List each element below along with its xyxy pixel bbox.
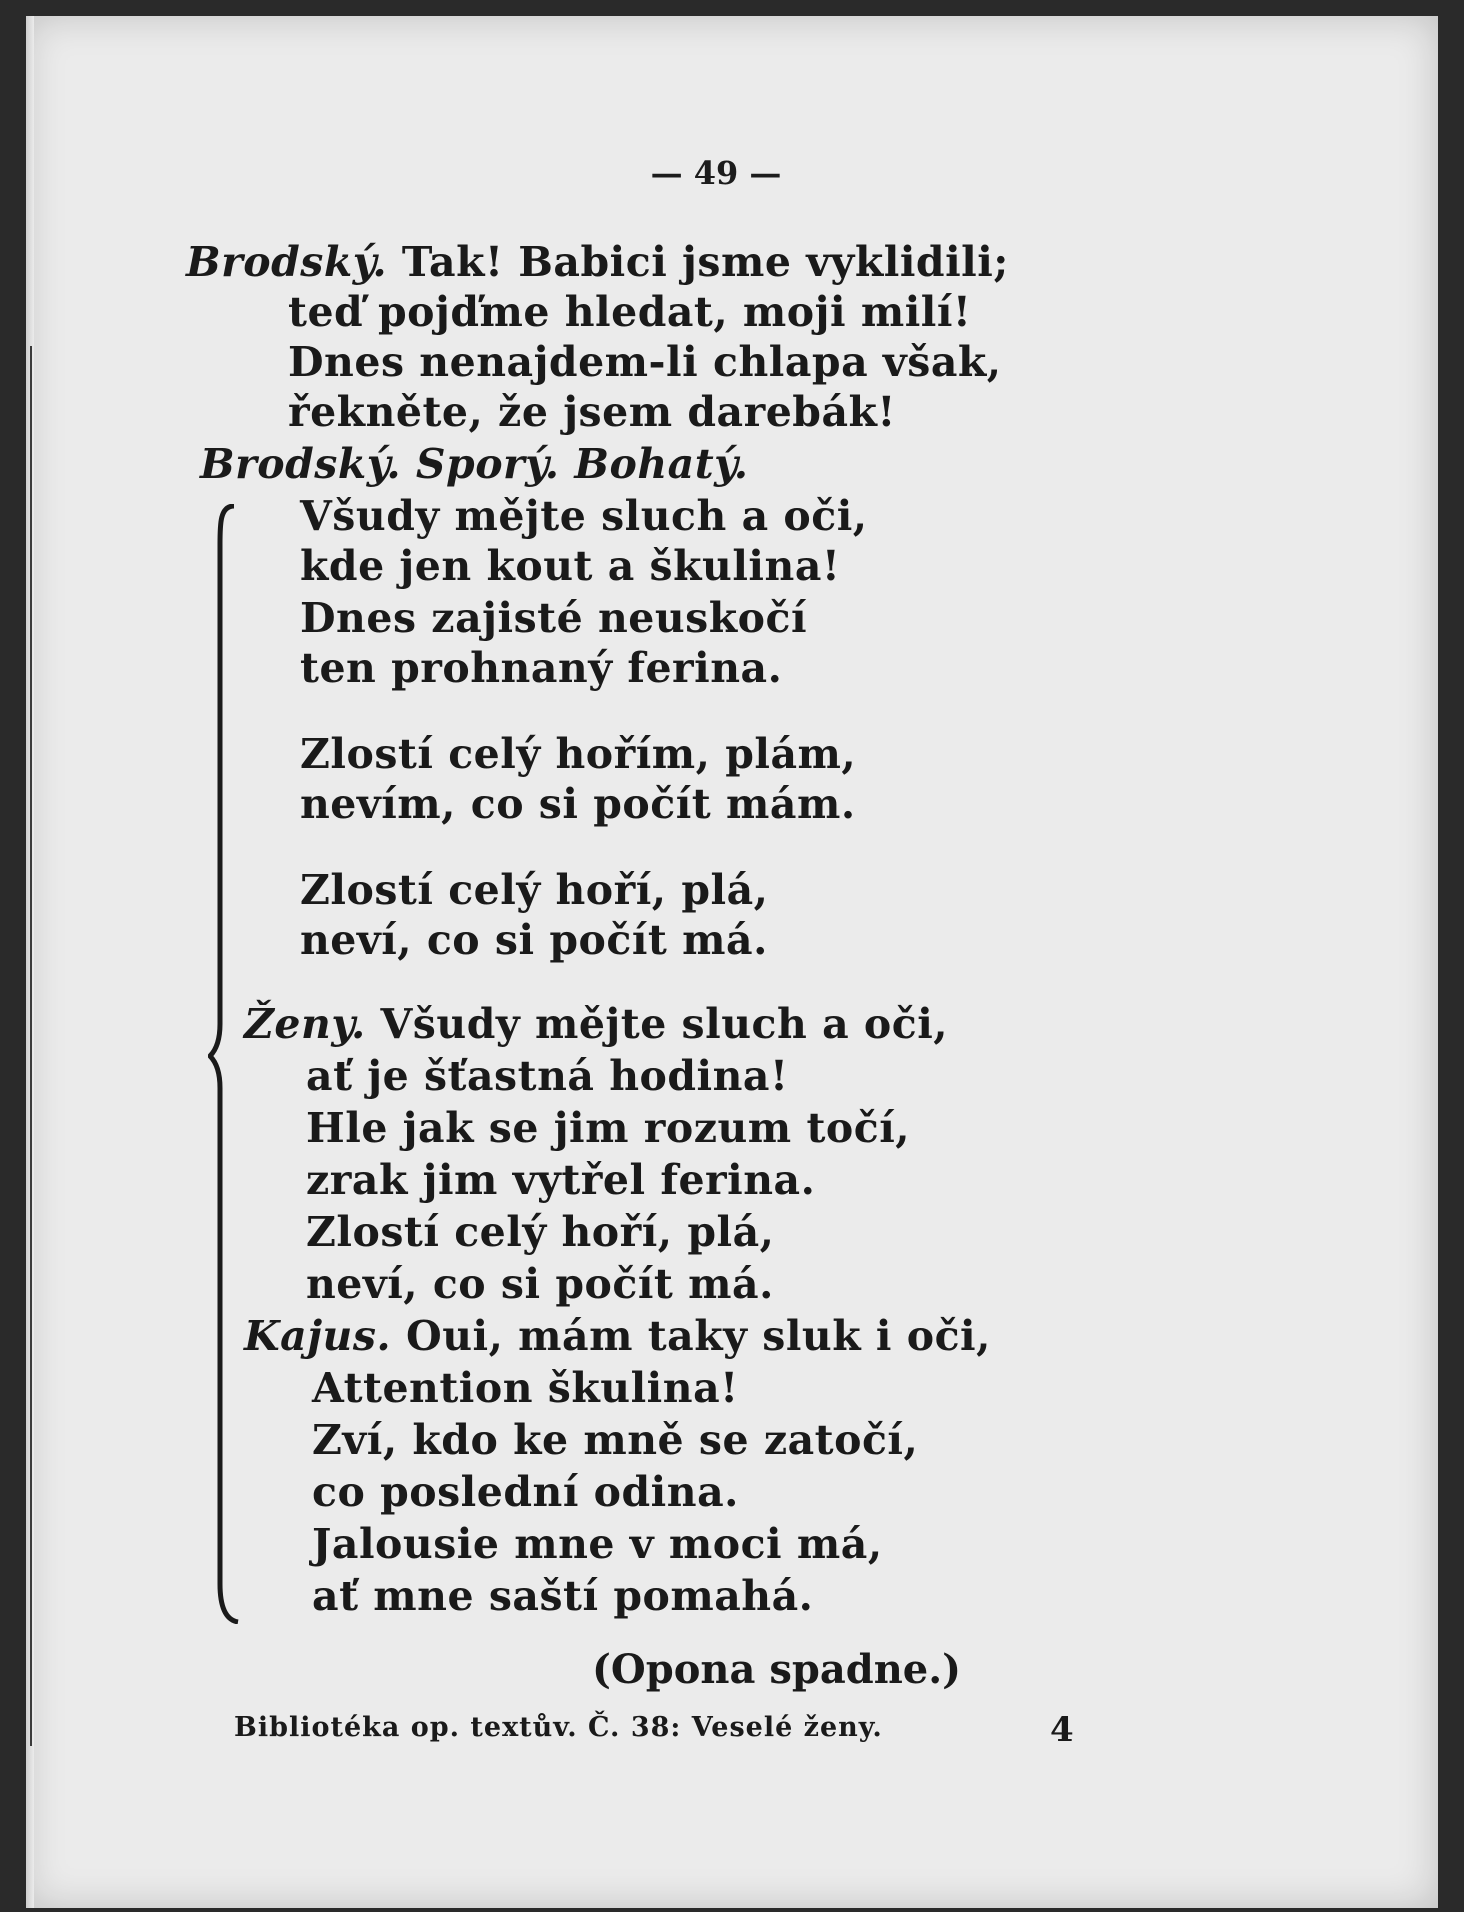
verse-line: neví, co si počít má. [306,1260,774,1308]
verse-line: nevím, co si počít mám. [300,780,856,828]
verse-line: neví, co si počít má. [300,916,768,964]
verse-line: Zlostí celý hoří, plá, [306,1208,775,1256]
verse-line: Všudy mějte sluch a oči, [300,492,868,540]
chorus-brace-icon [208,504,244,1624]
verse-line: co poslední odina. [312,1468,739,1516]
verse-line: Brodský. Tak! Babici jsme vyklidili; [186,238,1009,286]
verse-line: teď pojďme hledat, moji milí! [288,288,972,336]
verse-line: kde jen kout a škulina! [300,542,841,590]
page-number: — 49 — [650,154,782,192]
footer-imprint: Bibliotéka op. textův. Č. 38: Veselé ženy. [234,1712,883,1743]
verse-line: ať je šťastná hodina! [306,1052,789,1100]
verse-line: Hle jak se jim rozum točí, [306,1104,911,1152]
speaker-name: Ženy. [244,1000,366,1048]
verse-line: Dnes nenajdem-li chlapa však, [288,338,1002,386]
speaker-name: Brodský. Sporý. Bohatý. [200,440,749,488]
verse-line: Dnes zajisté neuskočí [300,594,808,642]
verse-line: Attention škulina! [312,1364,739,1412]
verse-line: Zlostí celý hoří, plá, [300,866,769,914]
verse-line: ten prohnaný ferina. [300,644,783,692]
verse-line: zrak jim vytřel ferina. [306,1156,816,1204]
speaker-name: Kajus. [244,1312,392,1360]
speaker-name: Brodský. [186,238,388,286]
verse-line: Zlostí celý hořím, plám, [300,730,857,778]
verse-line: řekněte, že jsem darebák! [288,388,896,436]
verse-line: Jalousie mne v moci má, [312,1520,883,1568]
gutter-line [30,346,32,1746]
verse-line: Ženy. Všudy mějte sluch a oči, [244,1000,949,1048]
verse-line: ať mne saští pomahá. [312,1572,814,1620]
signature-mark: 4 [1050,1710,1074,1750]
verse-line: Zví, kdo ke mně se zatočí, [312,1416,919,1464]
verse-line: Kajus. Oui, mám taky sluk i oči, [244,1312,991,1360]
book-page [26,16,1438,1908]
stage-direction: (Opona spadne.) [592,1646,962,1693]
